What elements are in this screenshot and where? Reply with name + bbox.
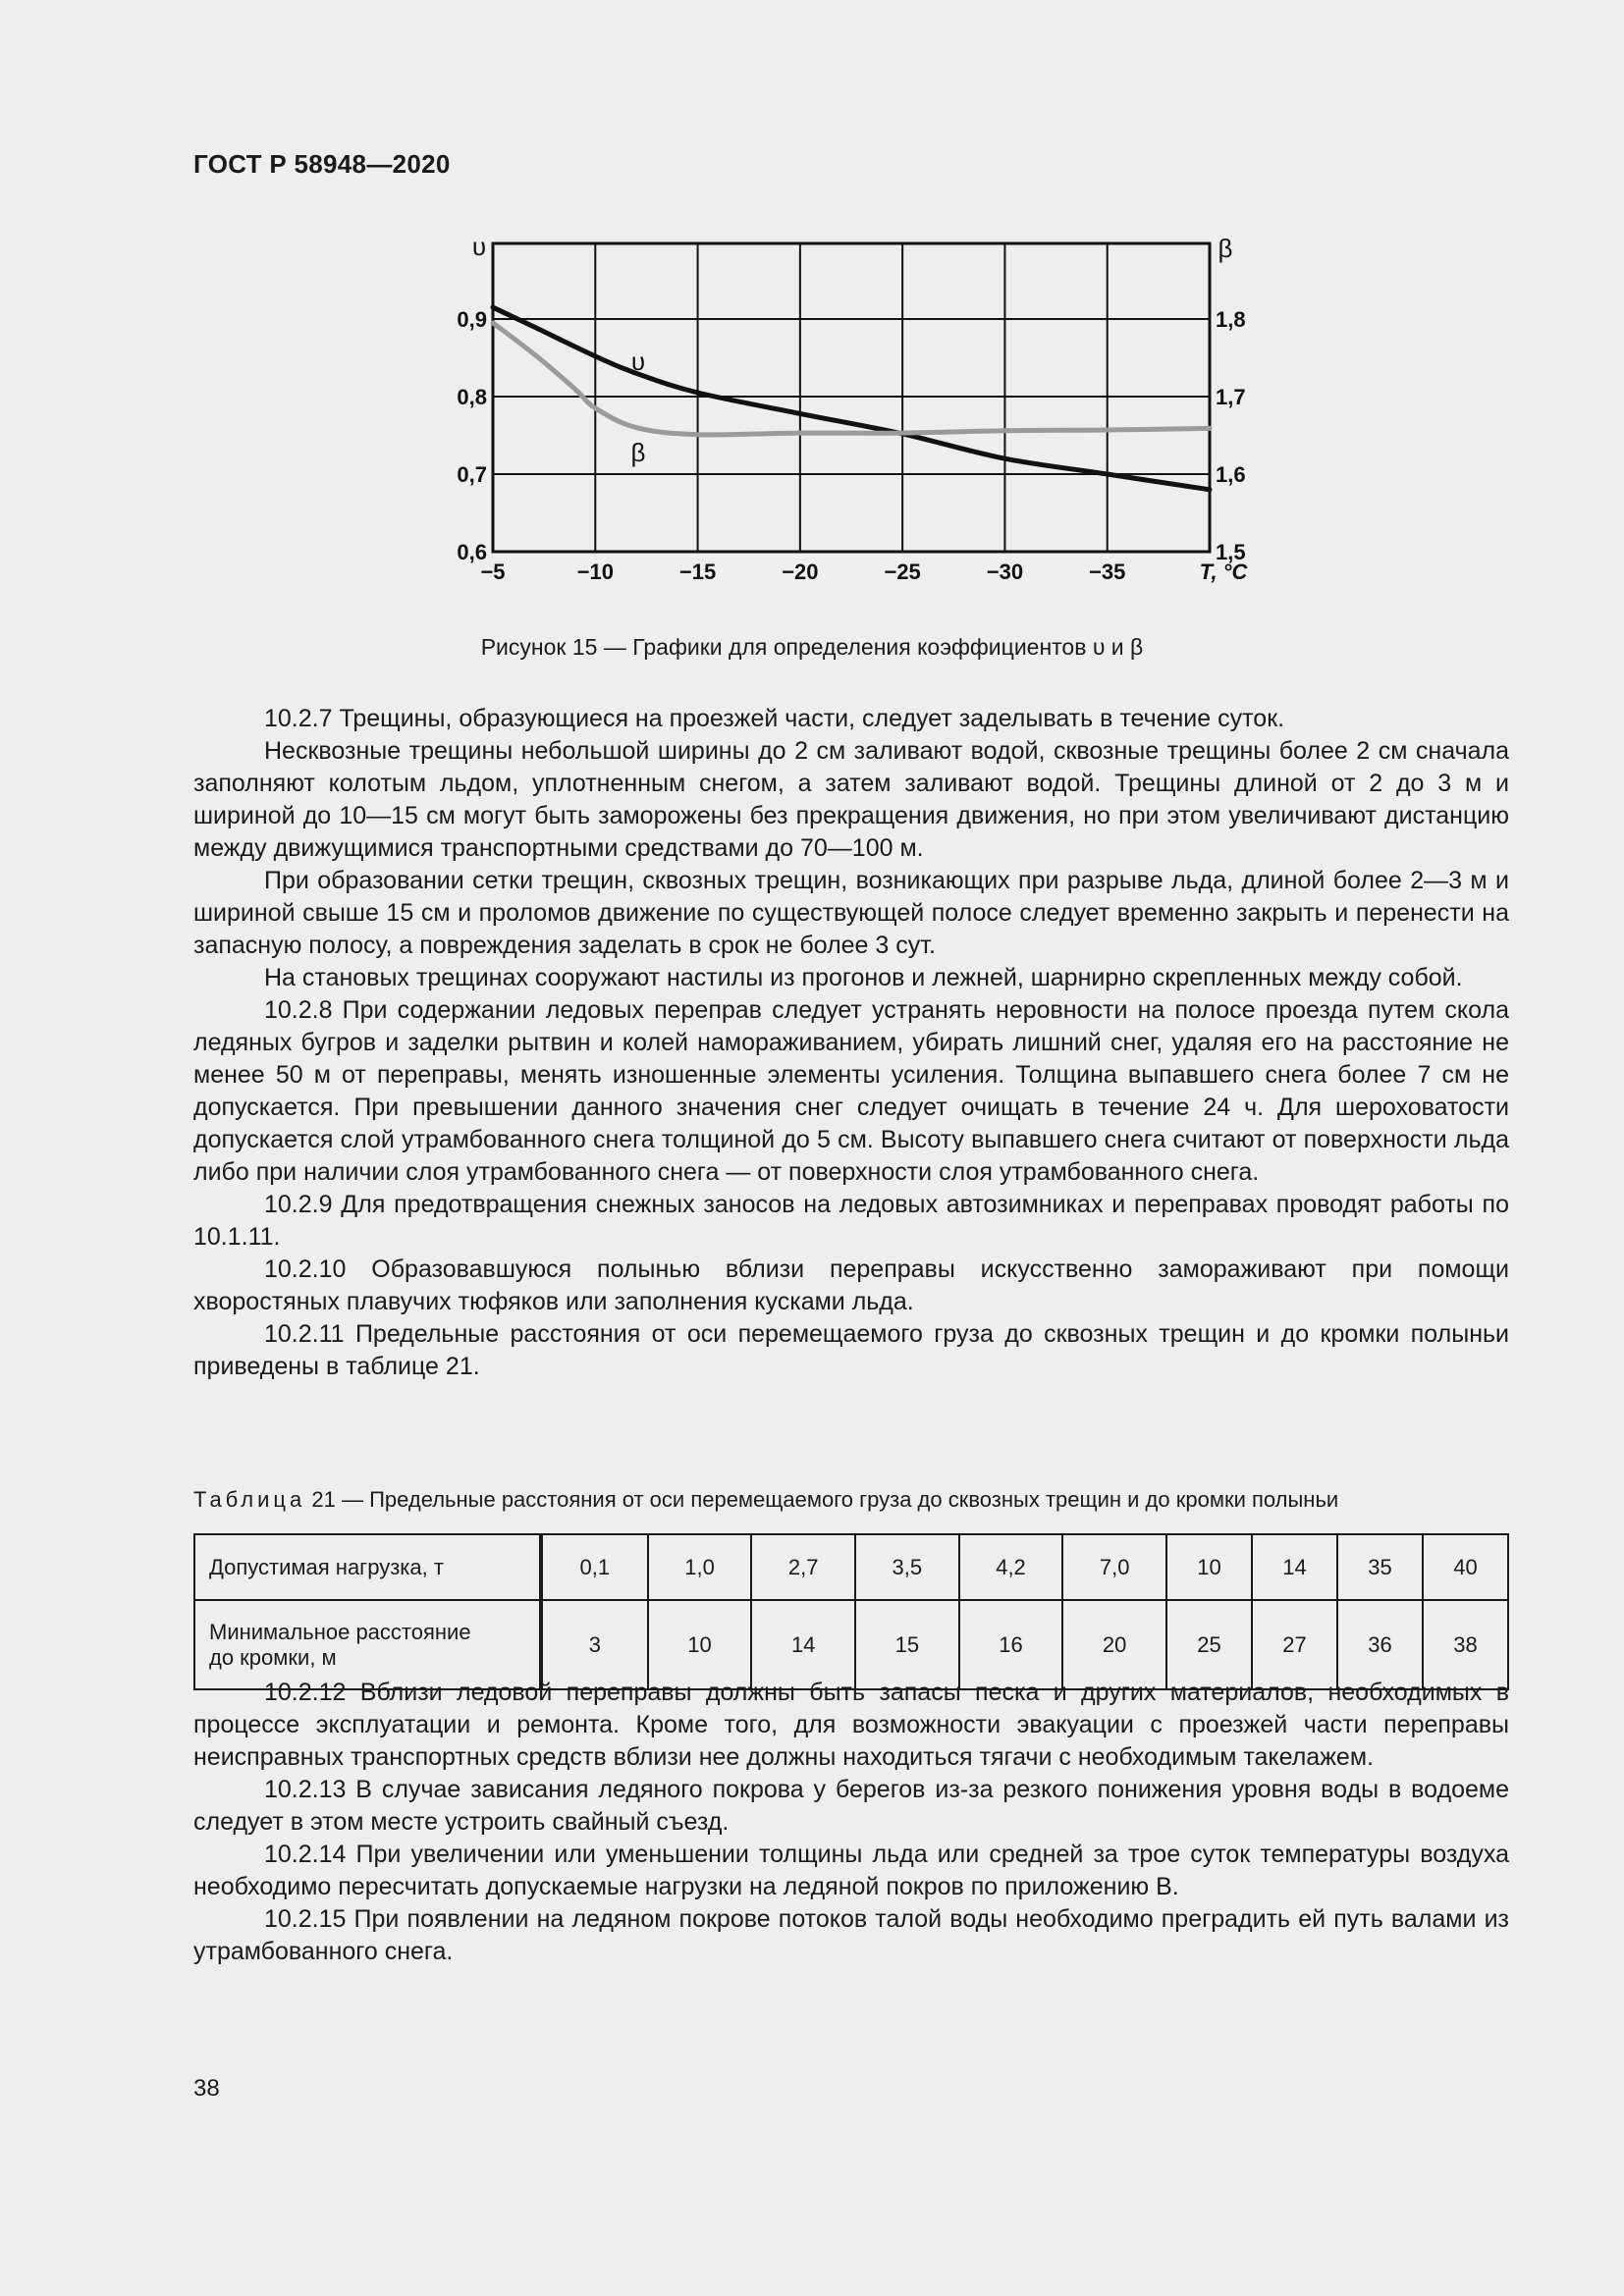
table-cell: 27 (1252, 1600, 1337, 1689)
y-right-tick-label: 1,7 (1216, 385, 1246, 409)
body-text-top (193, 703, 1509, 1383)
y-right-tick-label: 1,5 (1216, 540, 1246, 564)
y-left-axis-label: υ (471, 232, 487, 261)
x-axis-label: T, °C (1199, 560, 1248, 584)
table-cell: 10 (1166, 1534, 1252, 1600)
table-cell: 25 (1166, 1600, 1252, 1689)
paragraph: 10.2.10 Образовавшуюся полынью вблизи переправы искусственно замораживают при помощи хворостяных плавучих тюфяков или заполнения кусками льда. (193, 1255, 1509, 1315)
page-number: 38 (193, 2075, 220, 2102)
table-cell: 38 (1423, 1600, 1508, 1689)
table-title-rest: 21 — Предельные расстояния от оси перемещаемого груза до сквозных трещин и до кромки полыньи (305, 1487, 1339, 1512)
chart-labels (457, 232, 1248, 584)
table-cell: 3,5 (855, 1534, 959, 1600)
y-left-tick-label: 0,9 (457, 307, 487, 332)
table-cell: 35 (1337, 1534, 1423, 1600)
figure-chart (432, 226, 1248, 599)
series-line-beta (493, 323, 1210, 435)
document-header: ГОСТ Р 58948—2020 (193, 149, 451, 179)
table-cell: 2,7 (751, 1534, 855, 1600)
table-cell: 15 (855, 1600, 959, 1689)
table-row (194, 1534, 1508, 1600)
series-label-beta: β (630, 438, 646, 467)
table-cell: 1,0 (648, 1534, 752, 1600)
table-cell: 20 (1062, 1600, 1166, 1689)
paragraph: 10.2.14 При увеличении или уменьшении толщины льда или средней за трое суток температуры воздуха необходимо пересчитать допускаемые нагрузки на ледяной покров по приложению В. (193, 1841, 1509, 1900)
y-left-tick-label: 0,6 (457, 540, 487, 564)
table-cell: 0,1 (541, 1534, 648, 1600)
table-cell: 40 (1423, 1534, 1508, 1600)
paragraph: 10.2.12 Вблизи ледовой переправы должны быть запасы песка и других материалов, необходимых в процессе эксплуатации и ремонта. Кроме того, для возможности эвакуации с проезжей части переправы неисправных транспортных средств вблизи нее должны находиться тягачи с необходимым такелажем. (193, 1679, 1509, 1771)
y-right-tick-label: 1,6 (1216, 462, 1246, 487)
x-tick-label: −5 (480, 560, 506, 584)
y-right-tick-label: 1,8 (1216, 307, 1246, 332)
chart-curves (493, 307, 1210, 490)
chart-grid (493, 243, 1210, 552)
x-tick-label: −10 (576, 560, 614, 584)
series-line-upsilon (493, 307, 1210, 490)
x-tick-label: −30 (986, 560, 1024, 584)
x-tick-label: −25 (884, 560, 921, 584)
table-cell: 7,0 (1062, 1534, 1166, 1600)
row-header-line: Минимальное расстояние (209, 1619, 471, 1644)
row-header-line: до кромки, м (209, 1644, 337, 1670)
table-title (193, 1487, 1338, 1513)
series-label-upsilon: υ (630, 347, 646, 376)
paragraph: 10.2.13 В случае зависания ледяного покрова у берегов из-за резкого понижения уровня воды в водоеме следует в этом месте устроить свайный съезд. (193, 1776, 1509, 1836)
table-cell: 3 (541, 1600, 648, 1689)
paragraph: 10.2.11 Предельные расстояния от оси перемещаемого груза до сквозных трещин и до кромки полыньи приведены в таблице 21. (193, 1320, 1509, 1380)
paragraph: При образовании сетки трещин, сквозных трещин, возникающих при разрыве льда, длиной более 2—3 м и шириной свыше 15 см и проломов движение по существующей полосе следует временно закрыть и перенести на запасную полосу, а повреждения заделать в срок не более 3 сут. (193, 867, 1509, 959)
paragraph: 10.2.15 При появлении на ледяном покрове потоков талой воды необходимо преградить ей путь валами из утрамбованного снега. (193, 1905, 1509, 1965)
y-right-axis-label: β (1218, 234, 1233, 263)
table-cell: 36 (1337, 1600, 1423, 1689)
body-text-bottom (193, 1677, 1509, 1968)
x-tick-label: −20 (782, 560, 819, 584)
paragraph: На становых трещинах сооружают настилы из прогонов и лежней, шарнирно скрепленных между собой. (264, 964, 1463, 991)
table-cell: 10 (648, 1600, 752, 1689)
table-cell: 14 (751, 1600, 855, 1689)
x-tick-label: −15 (678, 560, 717, 584)
y-left-tick-label: 0,8 (457, 385, 487, 409)
table-cell: 16 (959, 1600, 1063, 1689)
row-header-load: Допустимая нагрузка, т (194, 1534, 541, 1600)
table-cell: 14 (1252, 1534, 1337, 1600)
table-cell: 4,2 (959, 1534, 1063, 1600)
y-left-tick-label: 0,7 (457, 462, 487, 487)
limits-table (193, 1533, 1509, 1690)
paragraph: Несквозные трещины небольшой ширины до 2 см заливают водой, сквозные трещины более 2 см сначала заполняют колотым льдом, уплотненным снегом, а затем заливают водой. Трещины длиной от 2 до 3 м и шириной до 10—15 см могут быть заморожены без прекращения движения, но при этом увеличивают дистанцию между движущимися транспортными средствами до 70—100 м. (193, 737, 1509, 862)
paragraph: 10.2.9 Для предотвращения снежных заносов на ледовых автозимниках и переправах проводят работы по 10.1.11. (193, 1191, 1509, 1251)
paragraph: 10.2.8 При содержании ледовых переправ следует устранять неровности на полосе проезда путем скола ледяных бугров и заделки рытвин и колей намораживанием, убирать лишний снег, удаляя его на расстояние не менее 50 м от переправы, менять изношенные элементы усиления. Толщина выпавшего снега более 7 см не допускается. При превышении данного значения снег следует очищать в течение 24 ч. Для шероховатости допускается слой утрамбованного снега толщиной до 5 см. Высоту выпавшего снега считают от поверхности льда либо при наличии слоя утрамбованного снега — от поверхности слоя утрамбованного снега. (193, 996, 1509, 1186)
paragraph: 10.2.7 Трещины, образующиеся на проезжей части, следует заделывать в течение суток. (264, 705, 1285, 732)
x-tick-label: −35 (1089, 560, 1126, 584)
table-title-word: Таблица (193, 1487, 306, 1512)
figure-caption: Рисунок 15 — Графики для определения коэффициентов υ и β (480, 634, 1144, 660)
